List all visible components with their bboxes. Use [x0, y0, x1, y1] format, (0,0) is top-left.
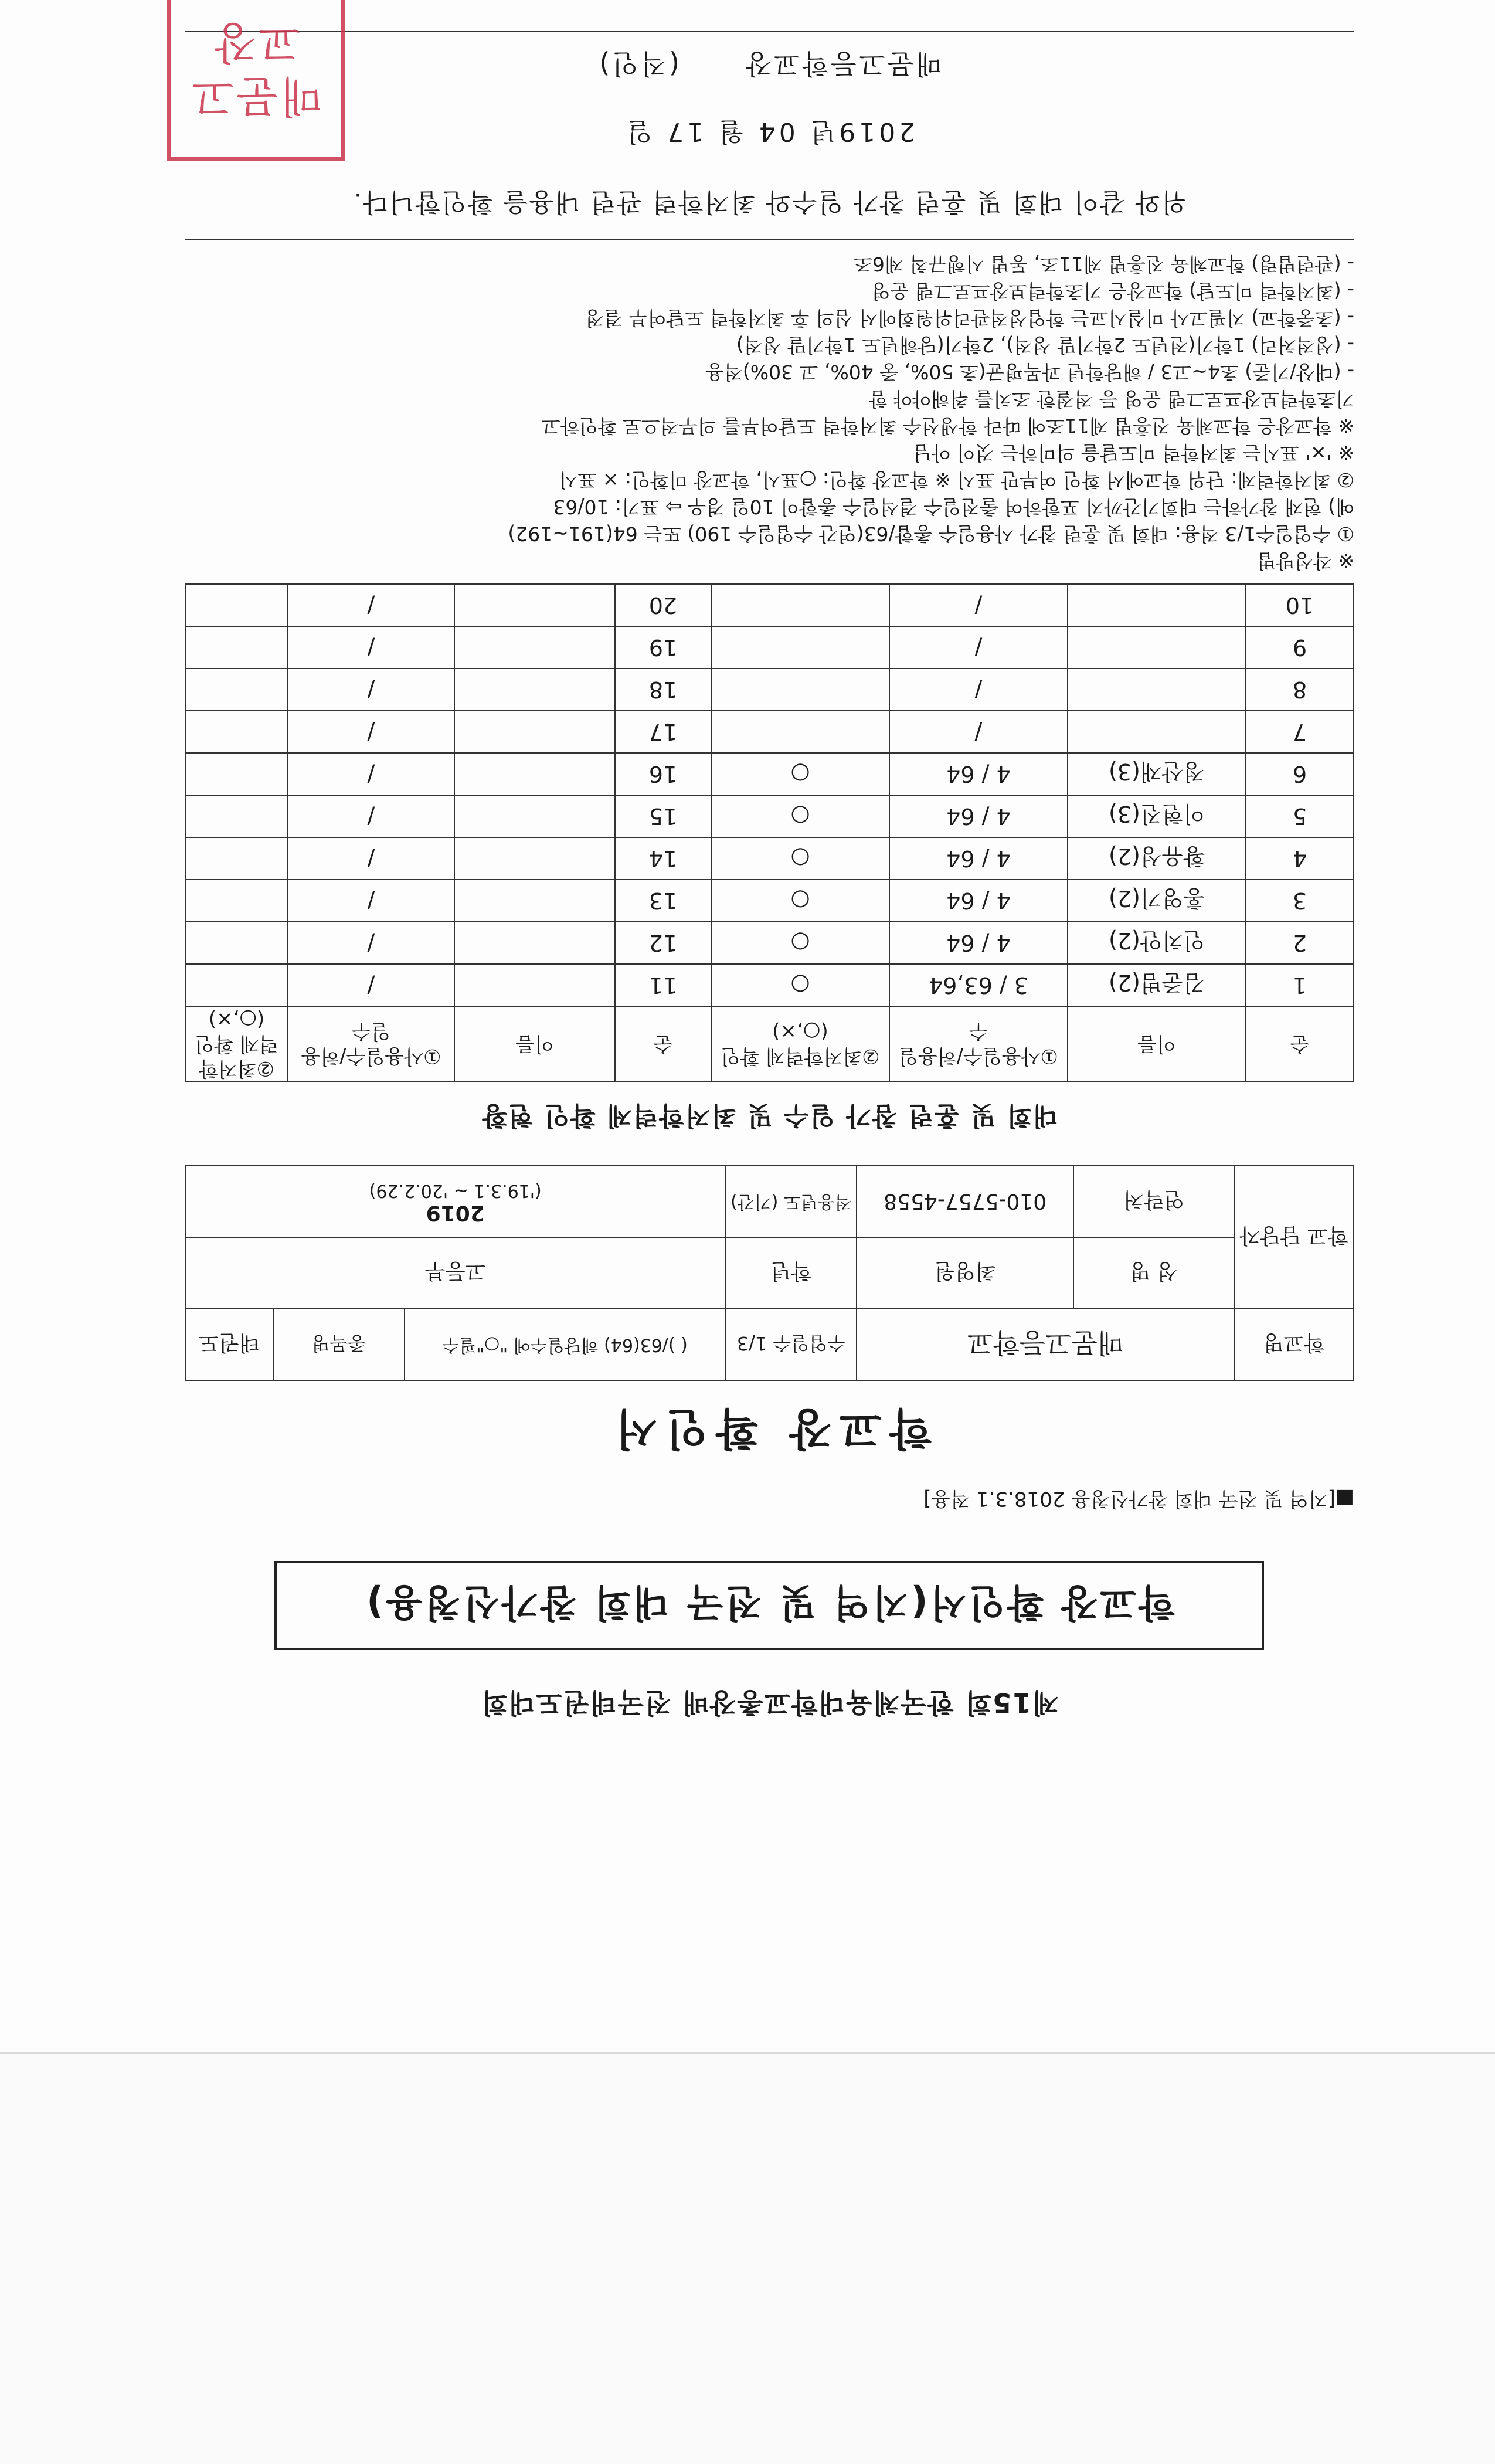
header-no-2: 순 [615, 1006, 711, 1081]
note-line: - (초중학교) 지필고사 미실시교는 학업성적관리위원회에서 심의 후 최저학력 도달여부 결정 [585, 307, 1354, 330]
table-cell: / [889, 626, 1068, 668]
table-cell: 홍영기(2) [1068, 880, 1246, 922]
table-cell: 19 [615, 626, 711, 668]
table-cell [185, 584, 288, 626]
table-cell: 13 [615, 880, 711, 922]
table-cell: ○ [711, 795, 889, 837]
table-row [185, 584, 1354, 626]
table-cell: 9 [1246, 626, 1354, 668]
note-line: - (대상/기준) 초4~고3 / 해당학년 과목평균(초 50%, 중 40%, 고 30%)적용 [705, 361, 1354, 383]
table-cell: / [288, 711, 454, 753]
table-cell: 16 [615, 753, 711, 795]
table-cell [185, 626, 288, 668]
table-cell [454, 668, 615, 711]
notes-section [185, 250, 1354, 574]
table-row [185, 795, 1354, 837]
note-line: - (관련법령) 학교체육 진흥법 제11조, 동법 시행규칙 제6조 [854, 253, 1354, 276]
note-line: 예) 현재 참가하는 대회기간까지 포함하여 출전일수 결석일수 총합이 10일 경우 ⇨ 표기: 10/63 [553, 495, 1354, 518]
school-name: 매문고등학교 [857, 1309, 1234, 1380]
table-cell: / [288, 964, 454, 1006]
table-cell: 7 [1246, 711, 1354, 753]
seal-stamp-text: 매문고교장 [189, 17, 323, 121]
table-cell: / [889, 584, 1068, 626]
table-cell [454, 922, 615, 964]
note-line: ② 최저학력제: 단위 학교에서 확인 여부만 표시 ※ 학교장 확인: ○표시, 학교장 미확인: × 표시 [559, 469, 1354, 491]
table-cell [711, 584, 889, 626]
table-cell [454, 795, 615, 837]
table-row [185, 753, 1354, 795]
table-cell [185, 668, 288, 711]
table-cell: 10 [1246, 584, 1354, 626]
table-cell [454, 964, 615, 1006]
seal-label: (직인) [597, 48, 680, 80]
document-body [185, 17, 1354, 1724]
table-cell: / [288, 584, 454, 626]
table-cell [185, 795, 288, 837]
year-label: 적용년도 (기간) [725, 1166, 857, 1237]
table-cell: 정산재(3) [1068, 753, 1246, 795]
table-cell: 3 [1246, 880, 1354, 922]
table-cell: 1 [1246, 964, 1354, 1006]
note-line: ① 수업일수1/3 적용: 대회 및 훈련 참가 사용일수 총합/63(연간 수업일수 190) 또는 64(191~192) [508, 522, 1354, 545]
school-seal-stamp [167, 0, 345, 161]
table-cell: 황유성(2) [1068, 837, 1246, 880]
attendance-value: ( )/63(64) 해당일수에 "○"필수 [405, 1309, 726, 1380]
table-cell: 인치안(2) [1068, 922, 1246, 964]
table-cell: 18 [615, 668, 711, 711]
school-name-label: 학교명 [1234, 1309, 1354, 1380]
table-row [185, 711, 1354, 753]
note-line: 기초학력보장프로그램 운영 등 적절한 조치를 취해야야 함 [868, 388, 1354, 410]
table-cell [711, 626, 889, 668]
table-cell: 14 [615, 837, 711, 880]
year-cell [185, 1166, 725, 1237]
issue-date: 2019년 04 월 17 일 [623, 117, 916, 147]
table-row [185, 837, 1354, 880]
form-title: 학교장 확인서(지역 및 전국 대회 참가신청용) [275, 1561, 1265, 1650]
header-days-2: ①사용일수/허용일수 [288, 1006, 454, 1081]
note-line: - (성적처리) 1학기(전년도 2학기말 성적), 2학기(당해년도 1학기말 성적) [736, 334, 1354, 357]
event-value: 태권도 [185, 1309, 273, 1380]
table-row [185, 626, 1354, 668]
contact-label: 연락처 [1073, 1166, 1234, 1237]
table-row [185, 922, 1354, 964]
header-name-1: 이름 [1068, 1006, 1246, 1081]
table-cell: / [288, 626, 454, 668]
table-cell [185, 880, 288, 922]
scanner-bed [0, 2052, 1495, 2464]
table-cell: 6 [1246, 753, 1354, 795]
attendance-label: 수업일수 1/3 [725, 1309, 857, 1380]
table-cell [454, 753, 615, 795]
table-cell: 8 [1246, 668, 1354, 711]
table-cell: / [288, 795, 454, 837]
name-label: 성 명 [1073, 1237, 1234, 1309]
table-cell: / [288, 880, 454, 922]
table-cell [711, 711, 889, 753]
table-cell: / [889, 711, 1068, 753]
table-cell [1068, 668, 1246, 711]
table-cell: / [288, 753, 454, 795]
table-cell [185, 964, 288, 1006]
confirmation-statement: 위와 같이 대회 및 훈련 참가 일수와 최저학력 관련 내용을 확인합니다. [185, 186, 1354, 240]
name-value: 최영원 [857, 1237, 1073, 1309]
table-cell [185, 711, 288, 753]
table-row [185, 964, 1354, 1006]
note-line: - (최저학력 미도달) 학교장은 기초학력보장프로그램 운영 [871, 280, 1354, 303]
grade-value: 고등부 [185, 1237, 725, 1309]
competition-title: 제15회 한국체육대학교총장배 전국태권도대회 [480, 1687, 1059, 1719]
header-check-1: ②최저학력제 확인(○,×) [711, 1006, 889, 1081]
table-cell: 4 / 64 [889, 922, 1068, 964]
school-info-table [185, 1165, 1354, 1381]
principal-block [185, 17, 1354, 121]
table-cell: 12 [615, 922, 711, 964]
header-name-2: 이름 [454, 1006, 615, 1081]
attendance-table [185, 583, 1354, 1082]
table-cell: 3 / 63,64 [889, 964, 1068, 1006]
table-cell [454, 711, 615, 753]
table-cell: / [889, 668, 1068, 711]
table-cell: 15 [615, 795, 711, 837]
event-label: 종목명 [273, 1309, 405, 1380]
table-cell: ○ [711, 837, 889, 880]
period-value: ('19.3.1 ~ '20.2.29) [369, 1180, 542, 1201]
attendance-section-title: 대회 및 훈련 참가 일수 및 최저학력제 확인 현황 [481, 1101, 1058, 1131]
table-cell: ○ [711, 964, 889, 1006]
table-cell [711, 668, 889, 711]
table-row [185, 668, 1354, 711]
table-cell: / [288, 668, 454, 711]
table-cell: 4 / 64 [889, 753, 1068, 795]
table-cell: 11 [615, 964, 711, 1006]
table-cell: ○ [711, 880, 889, 922]
table-cell: 5 [1246, 795, 1354, 837]
table-cell [454, 626, 615, 668]
contact-value: 010-5757-4558 [857, 1166, 1073, 1237]
attendance-table-body [185, 584, 1354, 1006]
table-cell [454, 880, 615, 922]
header-check-2: ②최저학력제 확인(○,×) [185, 1006, 288, 1081]
table-cell: 4 [1246, 837, 1354, 880]
table-cell [185, 922, 288, 964]
table-cell: 4 / 64 [889, 837, 1068, 880]
table-cell: 김준범(2) [1068, 964, 1246, 1006]
header-no-1: 순 [1246, 1006, 1354, 1081]
table-cell: ○ [711, 922, 889, 964]
table-cell: 20 [615, 584, 711, 626]
note-line: ※ 학교장은 학교체육 진흥법 제11조에 따라 학생선수 최저학력 도달여부를 의무적으로 확인하고 [542, 415, 1354, 437]
note-line: ※ 작성방법 [1257, 549, 1354, 572]
header-days-1: ①사용일수/허용일수 [889, 1006, 1068, 1081]
page-rule [185, 31, 1354, 32]
grade-label: 학년 [725, 1237, 857, 1309]
table-cell: ○ [711, 753, 889, 795]
table-cell: 이현진(3) [1068, 795, 1246, 837]
table-cell: / [288, 922, 454, 964]
applied-note: ■[지역 및 전국 대회 참가신청용 2018.3.1 적용] [923, 1487, 1354, 1511]
table-cell: 17 [615, 711, 711, 753]
table-cell: 4 / 64 [889, 795, 1068, 837]
table-cell [185, 753, 288, 795]
table-cell [454, 837, 615, 880]
confirmation-title: 학교장 확인서 [607, 1403, 932, 1454]
table-cell [454, 584, 615, 626]
table-cell: 2 [1246, 922, 1354, 964]
table-cell [1068, 626, 1246, 668]
table-cell: 4 / 64 [889, 880, 1068, 922]
table-cell: / [288, 837, 454, 880]
table-cell [1068, 584, 1246, 626]
manager-label: 학교 담당자 [1234, 1166, 1354, 1309]
table-cell [1068, 711, 1246, 753]
note-line: ※ '×' 표시는 최저학력 미도달을 의미하는 것이 아님 [913, 442, 1354, 464]
year-value: 2019 [426, 1201, 485, 1225]
table-cell [185, 837, 288, 880]
principal-name: 매문고등학교장 [743, 48, 942, 80]
table-row [185, 880, 1354, 922]
